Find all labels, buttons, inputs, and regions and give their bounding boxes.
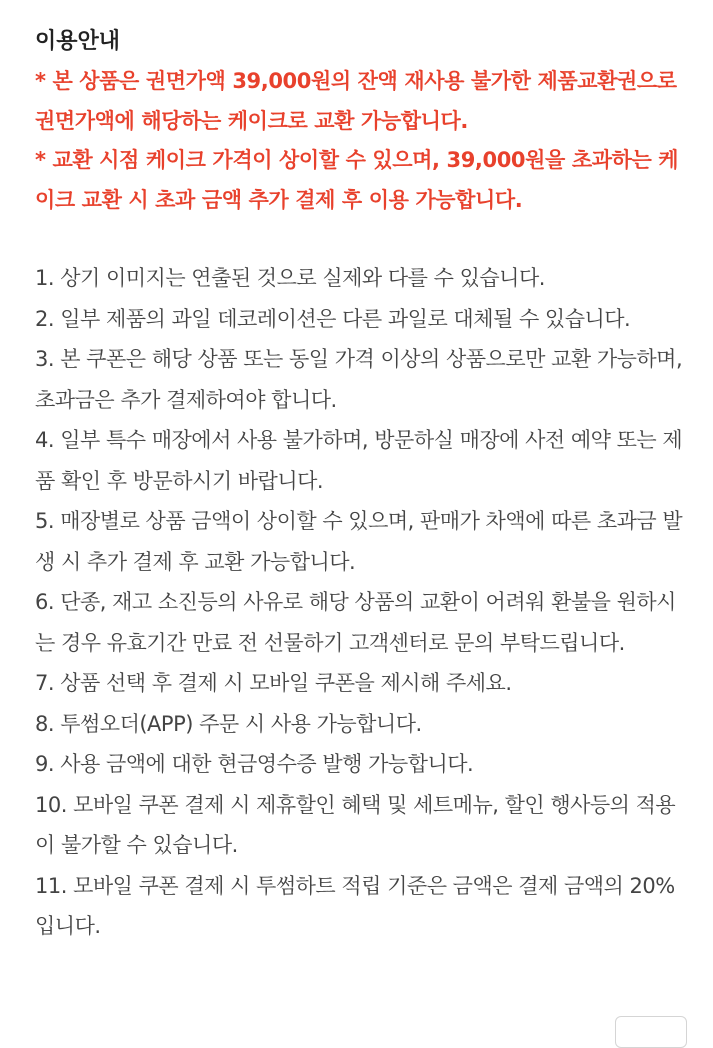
list-item: 6. 단종, 재고 소진등의 사유로 해당 상품의 교환이 어려워 환불을 원하시는 경우 유효기간 만료 전 선물하기 고객센터로 문의 부탁드립니다. [35, 590, 676, 655]
list-item: 9. 사용 금액에 대한 현금영수증 발행 가능합니다. [35, 752, 474, 776]
list-item: 5. 매장별로 상품 금액이 상이할 수 있으며, 판매가 차액에 따른 초과금 발생 시 추가 결제 후 교환 가능합니다. [35, 509, 683, 574]
notice-line: * 본 상품은 권면가액 39,000원의 잔액 재사용 불가한 제품교환권으로 권면가액에 해당하는 케이크로 교환 가능합니다. [35, 69, 677, 133]
list-item: 4. 일부 특수 매장에서 사용 불가하며, 방문하실 매장에 사전 예약 또는 제품 확인 후 방문하시기 바랍니다. [35, 428, 683, 493]
list-item: 1. 상기 이미지는 연출된 것으로 실제와 다를 수 있습니다. [35, 266, 545, 290]
list-item: 2. 일부 제품의 과일 데코레이션은 다른 과일로 대체될 수 있습니다. [35, 306, 631, 331]
notice-block [35, 62, 685, 220]
list-item: 11. 모바일 쿠폰 결제 시 투썸하트 적립 기준은 금액은 결제 금액의 20%입니다. [35, 873, 675, 938]
list-item: 10. 모바일 쿠폰 결제 시 제휴할인 혜택 및 세트메뉴, 할인 행사등의 적용이 불가할 수 있습니다. [35, 792, 676, 857]
partially-visible-button[interactable] [615, 1016, 687, 1048]
usage-guide-section [35, 22, 685, 947]
list-item: 3. 본 쿠폰은 해당 상품 또는 동일 가격 이상의 상품으로만 교환 가능하며, 초과금은 추가 결제하여야 합니다. [35, 347, 683, 412]
terms-list [35, 258, 685, 947]
list-item: 7. 상품 선택 후 결제 시 모바일 쿠폰을 제시해 주세요. [35, 671, 512, 695]
section-title: 이용안내 [35, 29, 121, 54]
list-item: 8. 투썸오더(APP) 주문 시 사용 가능합니다. [35, 711, 422, 736]
notice-line: * 교환 시점 케이크 가격이 상이할 수 있으며, 39,000원을 초과하는 케이크 교환 시 초과 금액 추가 결제 후 이용 가능합니다. [35, 148, 679, 212]
